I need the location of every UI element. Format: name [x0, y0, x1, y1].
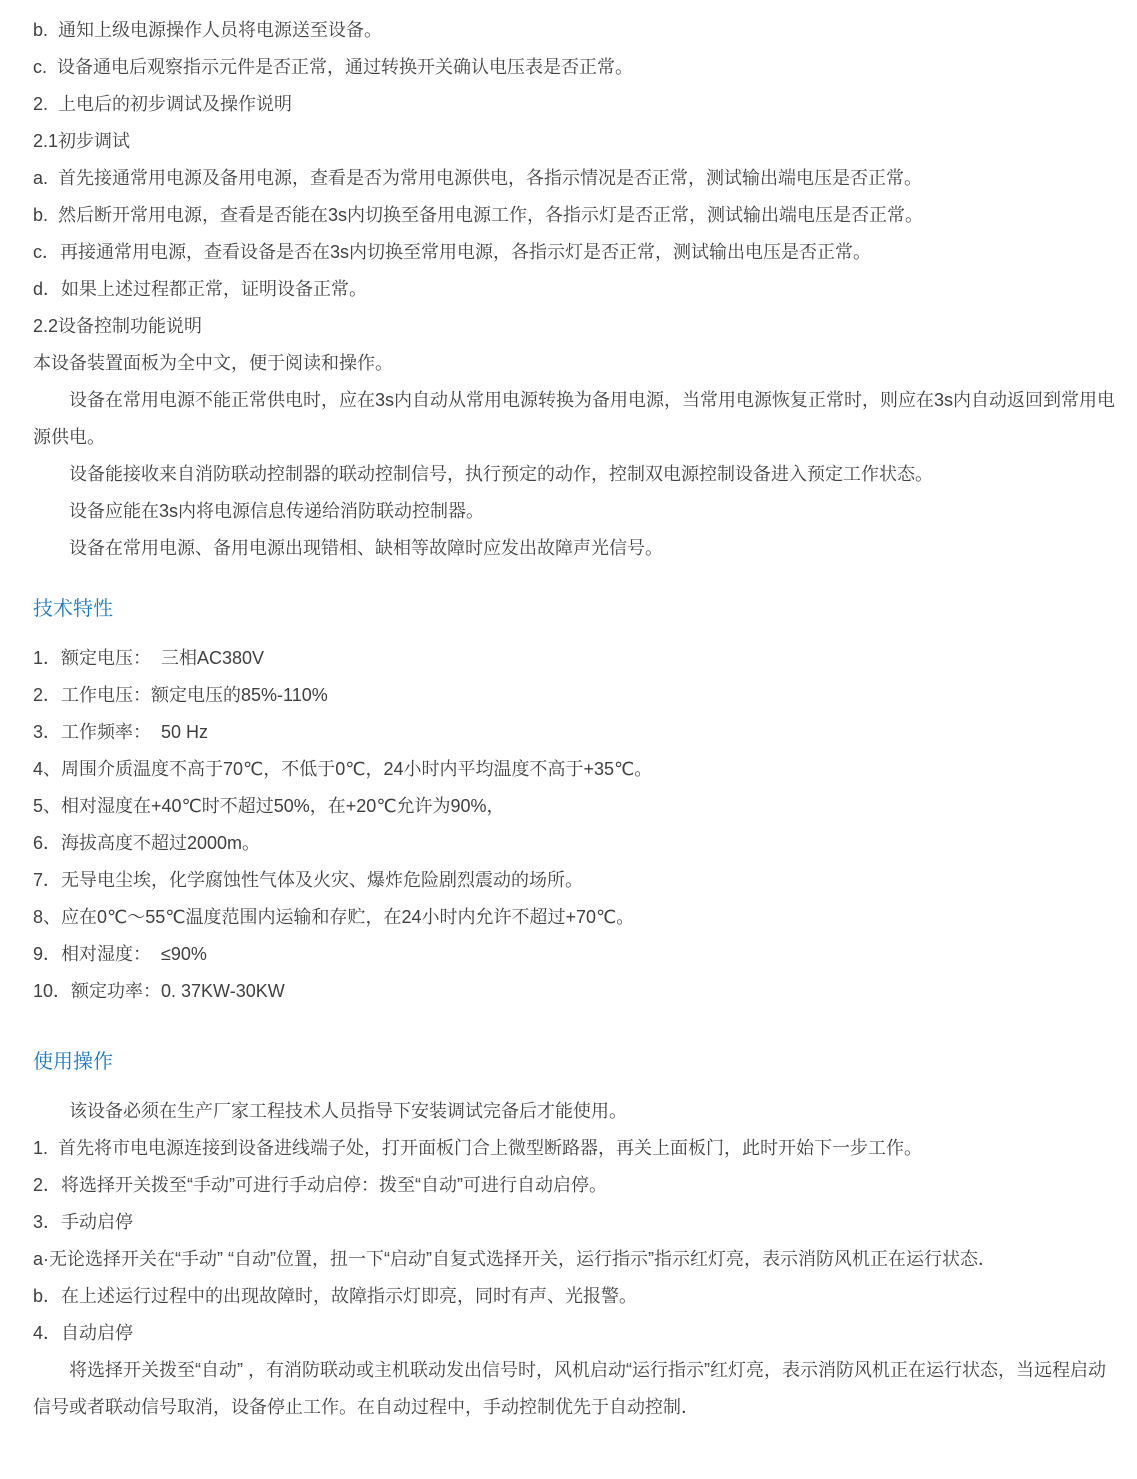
paragraph-line: 设备能接收来自消防联动控制器的联动控制信号，执行预定的动作，控制双电源控制设备进入预定工作状态。 — [69, 464, 933, 484]
paragraph-line: c．再接通常用电源，查看设备是否在3s内切换至常用电源，各指示灯是否正常，测试输出电压是否正常。 — [33, 242, 872, 262]
paragraph-line: 9．相对湿度： ≤90% — [33, 944, 207, 964]
paragraph-line: 将选择开关拨至“自动” ，有消防联动或主机联动发出信号时，风机启动“运行指示”红灯亮，表示消防风机正在运行状态，当远程启动信号或者联动信号取消，设备停止工作。在自动过程中，手动控制优先于自动控制． — [33, 1360, 1106, 1417]
paragraph-line: 6．海拔高度不超过2000m。 — [33, 833, 261, 853]
paragraph-line: 设备在常用电源不能正常供电时，应在3s内自动从常用电源转换为备用电源，当常用电源恢复正常时，则应在3s内自动返回到常用电源供电。 — [33, 390, 1116, 447]
paragraph-line: 5、相对湿度在+40℃时不超过50%，在+20℃允许为90%， — [33, 796, 505, 816]
paragraph-line: 7．无导电尘埃，化学腐蚀性气体及火灾、爆炸危险剧烈震动的场所。 — [33, 870, 584, 890]
usage-operation-lines — [33, 1093, 1117, 1426]
paragraph-line: b．在上述运行过程中的出现故障时，故障指示灯即亮，同时有声、光报警。 — [33, 1286, 638, 1306]
technical-characteristics-heading: 技术特性 — [33, 598, 113, 620]
paragraph-line: 3．工作频率： 50 Hz — [33, 722, 209, 742]
paragraph-line: 设备在常用电源、备用电源出现错相、缺相等故障时应发出故障声光信号。 — [69, 538, 663, 558]
paragraph-line: 2．工作电压：额定电压的85%-110% — [33, 685, 328, 705]
paragraph-line: 2．将选择开关拨至“手动”可进行手动启停：拨至“自动”可进行自动启停。 — [33, 1175, 607, 1195]
paragraph-line: 4．自动启停 — [33, 1323, 134, 1343]
paragraph-line: 10．额定功率：0. 37KW-30KW — [33, 981, 285, 1001]
paragraph-line: 该设备必须在生产厂家工程技术人员指导下安装调试完备后才能使用。 — [69, 1101, 627, 1121]
intro-lines — [33, 12, 1117, 567]
section-usage-operation — [33, 1044, 1117, 1426]
paragraph-line: b. 通知上级电源操作人员将电源送至设备。 — [33, 20, 383, 40]
paragraph-line: 3．手动启停 — [33, 1212, 134, 1232]
usage-operation-heading: 使用操作 — [33, 1051, 113, 1073]
paragraph-line: 本设备装置面板为全中文，便于阅读和操作。 — [33, 353, 393, 373]
paragraph-line: b. 然后断开常用电源，查看是否能在3s内切换至备用电源工作，各指示灯是否正常，测试输出端电压是否正常。 — [33, 205, 924, 225]
paragraph-line: c. 设备通电后观察指示元件是否正常，通过转换开关确认电压表是否正常。 — [33, 57, 633, 77]
paragraph-line: 4、周围介质温度不高于70℃，不低于0℃，24小时内平均温度不高于+35℃。 — [33, 759, 653, 779]
paragraph-line: 1．额定电压： 三相AC380V — [33, 648, 265, 668]
technical-characteristics-lines — [33, 640, 1117, 1010]
paragraph-line: 2.2设备控制功能说明 — [33, 316, 203, 336]
section-technical-characteristics — [33, 591, 1117, 1010]
paragraph-line: d．如果上述过程都正常，证明设备正常。 — [33, 279, 368, 299]
paragraph-line: 2. 上电后的初步调试及操作说明 — [33, 94, 293, 114]
paragraph-line: 8、应在0℃～55℃温度范围内运输和存贮，在24小时内允许不超过+70℃。 — [33, 907, 635, 927]
paragraph-line: a·无论选择开关在“手动” “自动”位置，扭一下“启动”自复式选择开关，运行指示”指示红灯亮，表示消防风机正在运行状态． — [33, 1249, 996, 1269]
paragraph-line: 设备应能在3s内将电源信息传递给消防联动控制器。 — [69, 501, 485, 521]
paragraph-line: a. 首先接通常用电源及备用电源，查看是否为常用电源供电，各指示情况是否正常，测试输出端电压是否正常。 — [33, 168, 923, 188]
paragraph-line: 1. 首先将市电电源连接到设备进线端子处，打开面板门合上微型断路器，再关上面板门，此时开始下一步工作。 — [33, 1138, 923, 1158]
paragraph-line: 2.1初步调试 — [33, 131, 131, 151]
section-intro — [33, 12, 1117, 567]
